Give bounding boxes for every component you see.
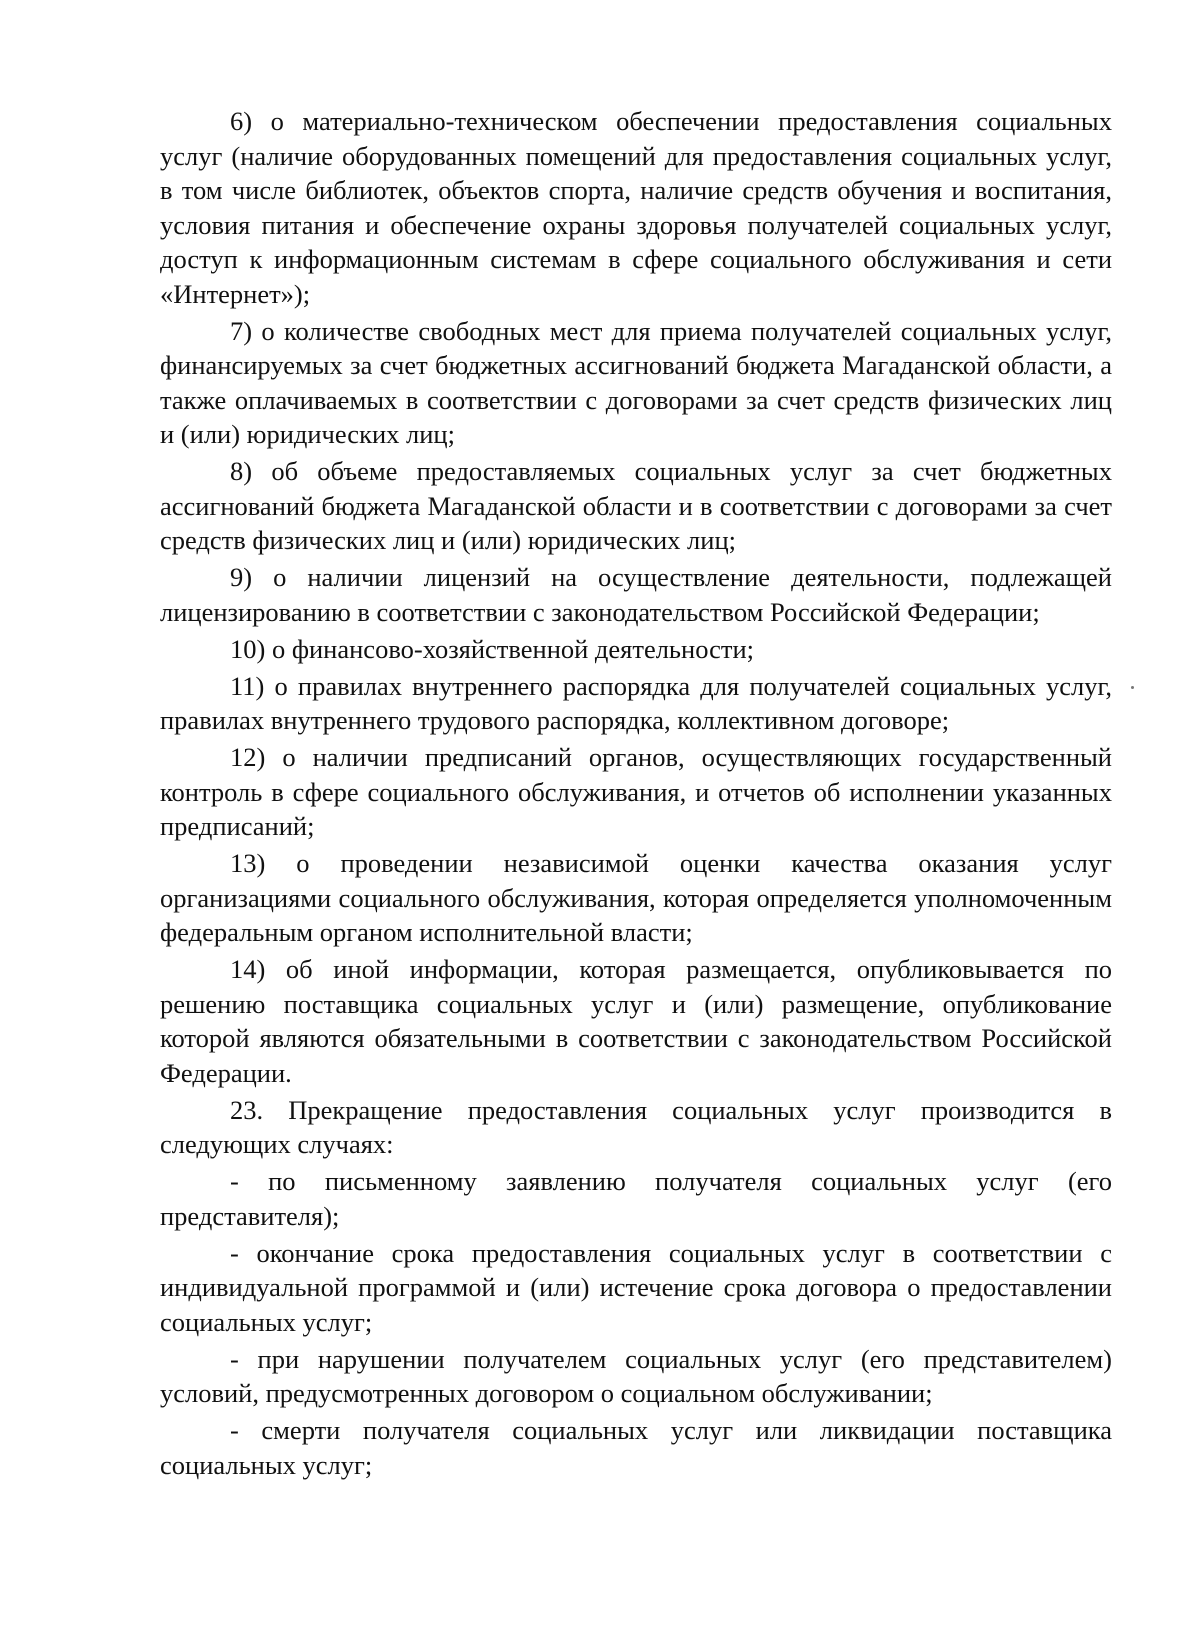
list-item-term-expiry: - окончание срока предоставления социальных услуг в соответствии с индивидуальной программой и (или) истечение срока договора о предоставлении социальных услуг;: [160, 1237, 1112, 1337]
paragraph-item-12: 12) о наличии предписаний органов, осуществляющих государственный контроль в сфере социального обслуживания, и отчетов об исполнении указанных предписаний;: [160, 742, 1112, 841]
paragraph-item-9: 9) о наличии лицензий на осуществление деятельности, подлежащей лицензированию в соответствии с законодательством Российской Федерации;: [160, 562, 1112, 627]
list-item-violation: - при нарушении получателем социальных услуг (его представителем) условий, предусмотренных договором о социальном обслуживании;: [160, 1343, 1112, 1408]
paragraph-item-10: 10) о финансово-хозяйственной деятельности;: [230, 633, 754, 664]
paragraph-item-11: 11) о правилах внутреннего распорядка для получателей социальных услуг, правилах внутреннего трудового распорядка, коллективном договоре;: [160, 670, 1112, 735]
list-item-death-or-liquidation: - смерти получателя социальных услуг или ликвидации поставщика социальных услуг;: [160, 1415, 1112, 1480]
paragraph-item-7: 7) о количестве свободных мест для приема получателей социальных услуг, финансируемых за счет бюджетных ассигнований бюджета Магаданской области, а также оплачиваемых в соответствии с договорами за счет средств физических лиц и (или) юридических лиц;: [160, 315, 1112, 449]
paragraph-item-6: 6) о материально-техническом обеспечении предоставления социальных услуг (наличие оборудованных помещений для предоставления социальных услуг, в том числе библиотек, объектов спорта, наличие средств обучения и воспитания, условия питания и обеспечение охраны здоровья получателей социальных услуг, доступ к информационным системам в сфере социального обслуживания и сети «Интернет»);: [160, 106, 1112, 309]
document-body: [160, 104, 1112, 1485]
paragraph-item-8: 8) об объеме предоставляемых социальных услуг за счет бюджетных ассигнований бюджета Магаданской области и в соответствии с договорами за счет средств физических лиц и (или) юридических лиц;: [160, 456, 1112, 555]
paragraph-item-14: 14) об иной информации, которая размещается, опубликовывается по решению поставщика социальных услуг и (или) размещение, опубликование которой являются обязательными в соответствии с законодательством Российской Федерации.: [160, 954, 1112, 1088]
paragraph-item-13: 13) о проведении независимой оценки качества оказания услуг организациями социального обслуживания, которая определяется уполномоченным федеральным органом исполнительной власти;: [160, 848, 1112, 947]
scan-speck: [1131, 686, 1134, 689]
paragraph-clause-23: 23. Прекращение предоставления социальных услуг производится в следующих случаях:: [160, 1094, 1112, 1159]
list-item-written-request: - по письменному заявлению получателя социальных услуг (его представителя);: [160, 1166, 1112, 1231]
